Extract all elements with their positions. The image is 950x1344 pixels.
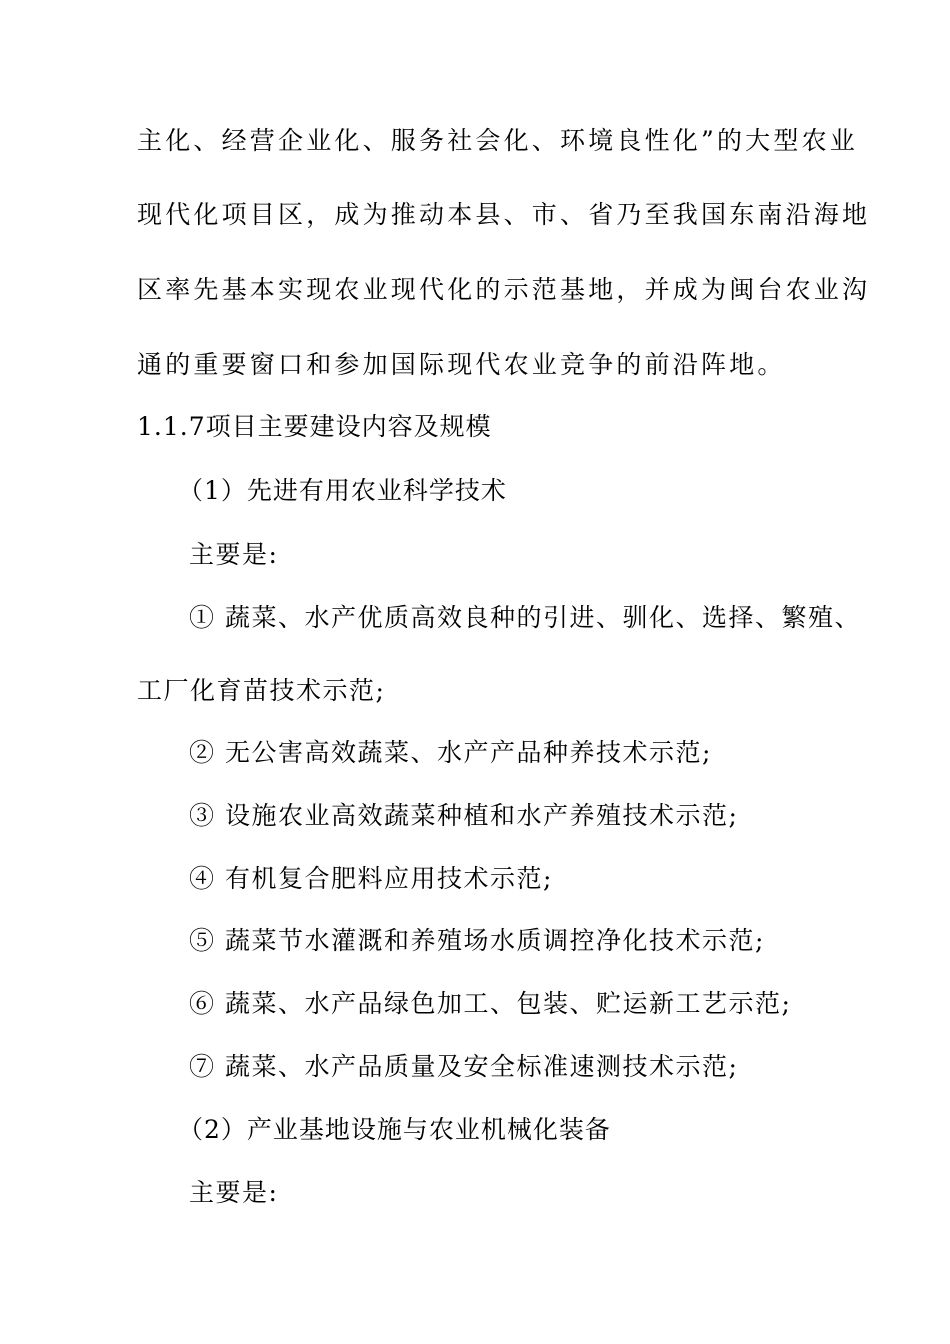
list-item-1-continuation: 工厂化育苗技术示范;	[137, 676, 386, 705]
list-item-6: ⑥ 蔬菜、水产品绿色加工、包装、贮运新工艺示范;	[189, 989, 792, 1018]
intro-label-1: 主要是:	[189, 540, 279, 569]
subsection-heading-2: （2）产业基地设施与农业机械化装备	[178, 1115, 611, 1144]
list-item-7: ⑦ 蔬菜、水产品质量及安全标准速测技术示范;	[189, 1052, 739, 1081]
section-heading: 1.1.7项目主要建设内容及规模	[137, 412, 492, 441]
paragraph-line-2: 现代化项目区，成为推动本县、市、省乃至我国东南沿海地	[137, 200, 871, 229]
list-item-2: ② 无公害高效蔬菜、水产产品种养技术示范;	[189, 738, 712, 767]
list-item-1: ① 蔬菜、水产优质高效良种的引进、驯化、选择、繁殖、	[189, 603, 861, 632]
intro-label-2: 主要是:	[189, 1178, 279, 1207]
list-item-3: ③ 设施农业高效蔬菜种植和水产养殖技术示范;	[189, 801, 739, 830]
list-item-4: ④ 有机复合肥料应用技术示范;	[189, 864, 553, 893]
paragraph-line-1: 主化、经营企业化、服务社会化、环境良性化”的大型农业	[137, 126, 858, 155]
list-item-5: ⑤ 蔬菜节水灌溉和养殖场水质调控净化技术示范;	[189, 926, 765, 955]
paragraph-line-3: 区率先基本实现农业现代化的示范基地，并成为闽台农业沟	[137, 275, 871, 304]
paragraph-line-4: 通的重要窗口和参加国际现代农业竞争的前沿阵地。	[137, 350, 786, 379]
subsection-heading-1: （1）先进有用农业科学技术	[178, 476, 507, 505]
